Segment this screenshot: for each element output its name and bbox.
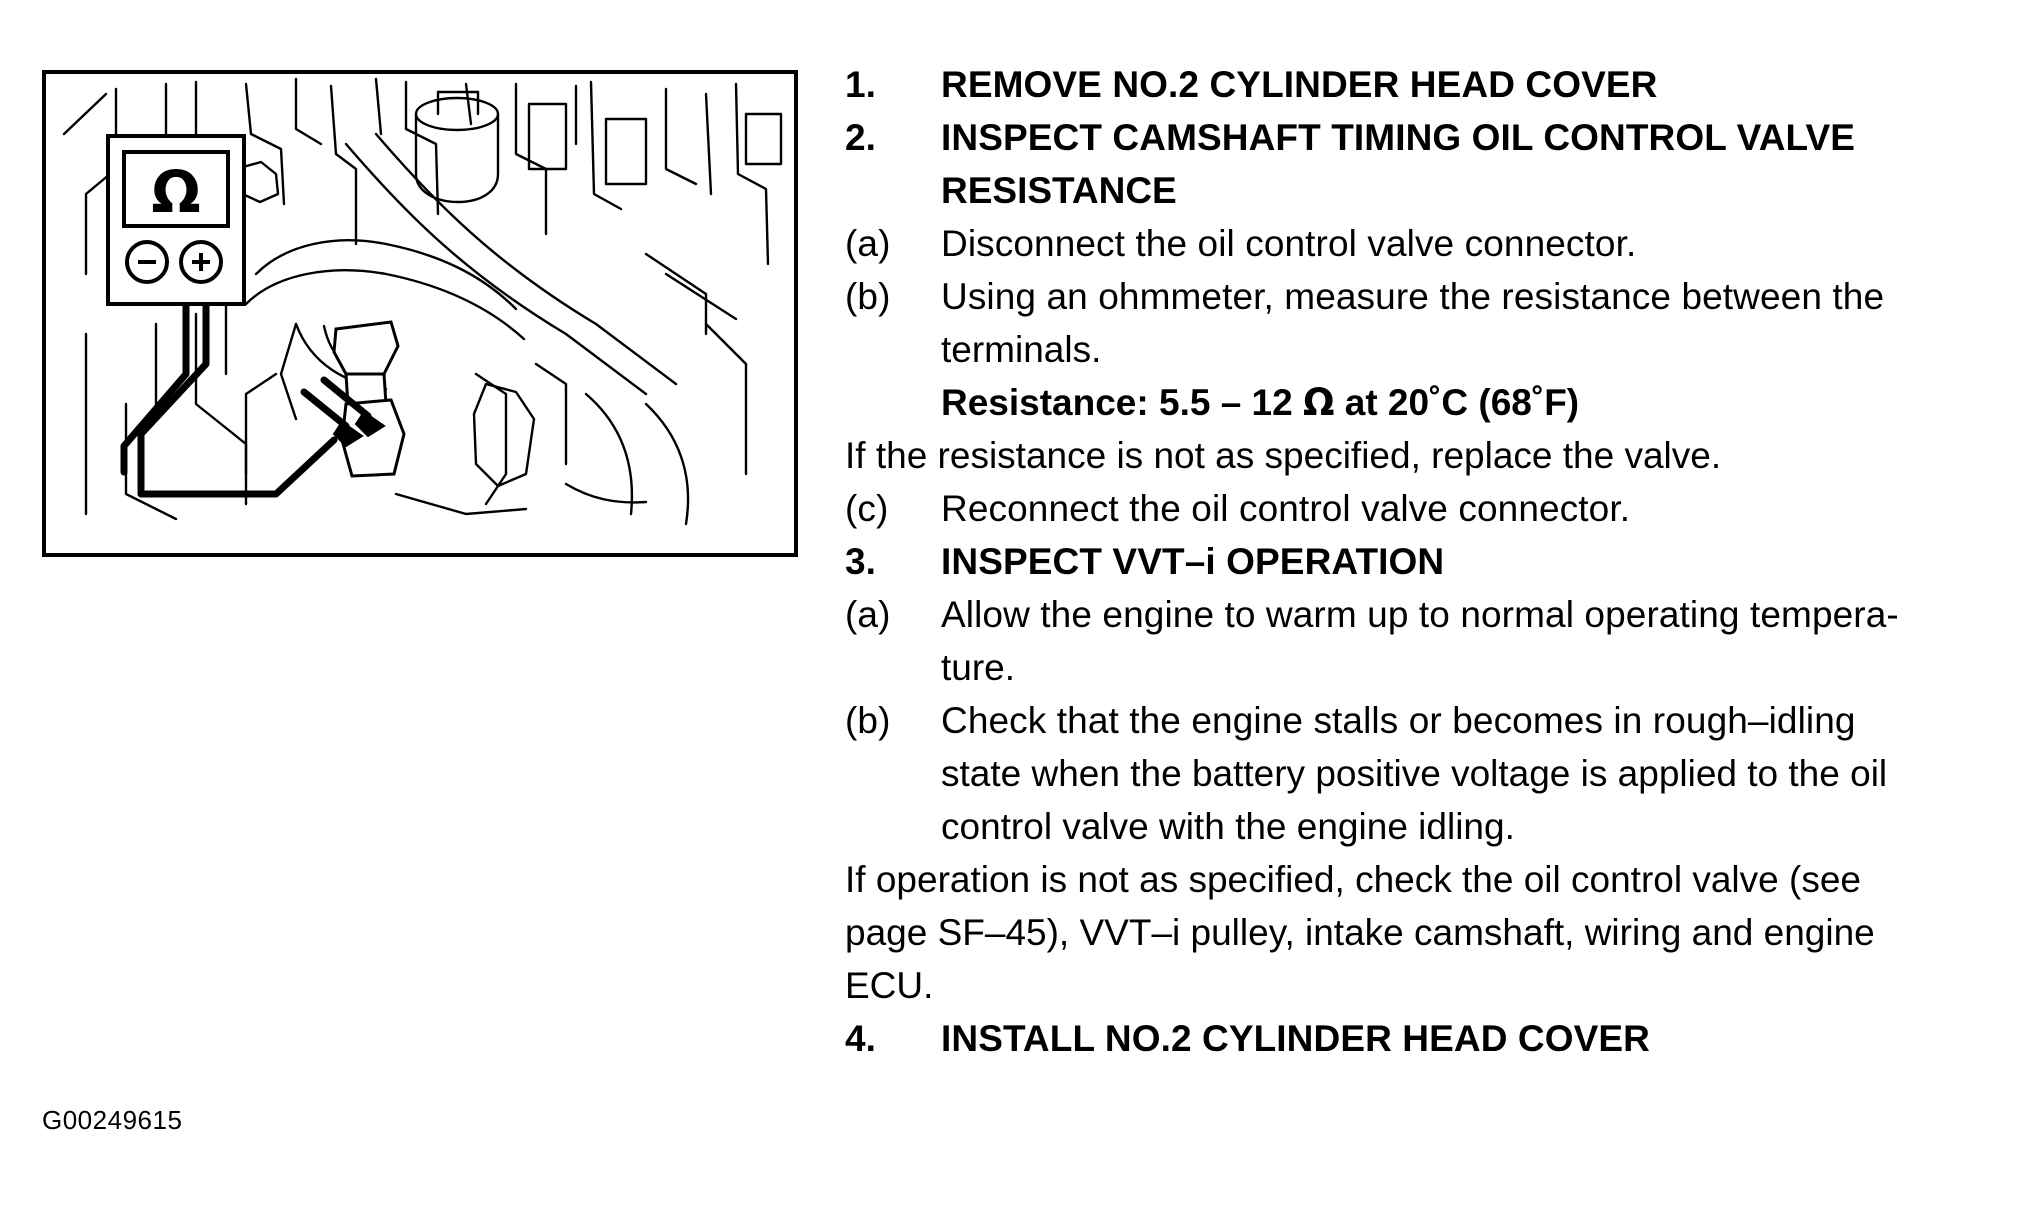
step-2b-text-cont: terminals.: [941, 329, 1102, 370]
step-2c: [845, 482, 2005, 535]
procedure-text-column: [845, 58, 2005, 1065]
step-2-text-cont: RESISTANCE: [941, 170, 1177, 211]
step-2c-text: Reconnect the oil control valve connector.: [941, 488, 1631, 529]
step-3a: [845, 588, 2005, 641]
step-1-marker: 1.: [845, 64, 877, 105]
step-4: [845, 1012, 2005, 1065]
figure-container: [42, 70, 802, 570]
step-3b-text: Check that the engine stalls or becomes in rough–idling: [941, 700, 1856, 741]
step-2a-marker: (a): [845, 223, 891, 264]
step-2b-text: Using an ohmmeter, measure the resistance between the: [941, 276, 1885, 317]
step-1: [845, 58, 2005, 111]
resistance-spec-suffix: at 20˚C (68˚F): [1334, 382, 1580, 423]
step-3b-text-cont2: control valve with the engine idling.: [941, 806, 1515, 847]
resistance-note: If the resistance is not as specified, replace the valve.: [845, 435, 1722, 476]
step-2b-marker: (b): [845, 276, 891, 317]
step-3a-text-cont: ture.: [941, 647, 1016, 688]
engine-bay-illustration: [42, 70, 798, 557]
figure-caption: G00249615: [42, 1105, 183, 1135]
step-2a-text: Disconnect the oil control valve connector.: [941, 223, 1637, 264]
step-3b: [845, 694, 2005, 747]
step-3: [845, 535, 2005, 588]
ohm-symbol: Ω: [1303, 381, 1335, 424]
step-4-text: INSTALL NO.2 CYLINDER HEAD COVER: [941, 1018, 1650, 1059]
step-2b: [845, 270, 2005, 323]
step-2-text: INSPECT CAMSHAFT TIMING OIL CONTROL VALVE: [941, 117, 1856, 158]
step-2c-marker: (c): [845, 488, 889, 529]
step-3a-text: Allow the engine to warm up to normal operating tempera-: [941, 594, 1899, 635]
step-1-text: REMOVE NO.2 CYLINDER HEAD COVER: [941, 64, 1658, 105]
step-2a: [845, 217, 2005, 270]
resistance-spec-label: Resistance: 5.5 – 12: [941, 382, 1303, 423]
operation-note-line-1: If operation is not as specified, check the oil control valve (see: [845, 859, 1861, 900]
step-4-marker: 4.: [845, 1018, 877, 1059]
step-3-text: INSPECT VVT–i OPERATION: [941, 541, 1445, 582]
step-2: [845, 111, 2005, 164]
step-2-marker: 2.: [845, 117, 877, 158]
step-3-marker: 3.: [845, 541, 877, 582]
operation-note-line-3: ECU.: [845, 965, 934, 1006]
resistance-spec: [941, 376, 2005, 429]
svg-text:Ω: Ω: [151, 158, 201, 226]
operation-note-line-2: page SF–45), VVT–i pulley, intake camshaft, wiring and engine: [845, 912, 1875, 953]
step-3b-marker: (b): [845, 700, 891, 741]
step-3a-marker: (a): [845, 594, 891, 635]
step-3b-text-cont: state when the battery positive voltage is applied to the oil: [941, 753, 1888, 794]
